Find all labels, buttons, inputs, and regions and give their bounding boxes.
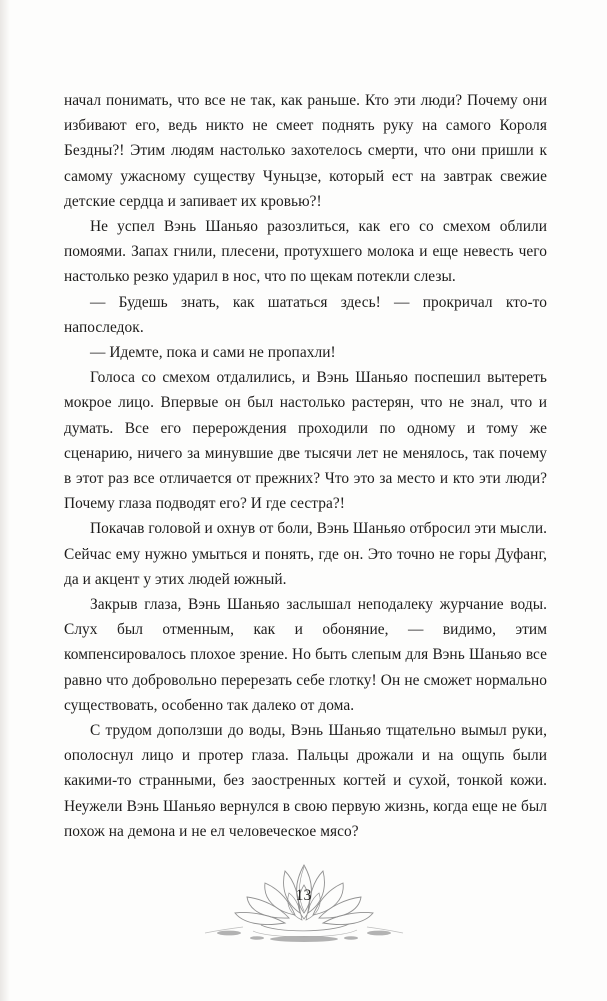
paragraph: Закрыв глаза, Вэнь Шаньяо заслышал неподалеку журчание воды. Слух был отменным, как и обоняние, — видимо, этим компенсировалось плохое зрение. Но быть слепым для Вэнь Шаньяо все равно что добровольно перерезать себе глотку! Он не сможет нормально существовать, особенно так далеко от дома. xyxy=(64,596,547,714)
paragraph: — Идемте, пока и сами не пропахли! xyxy=(90,344,336,362)
page-footer xyxy=(0,853,607,949)
paragraph: С трудом доползши до воды, Вэнь Шаньяо тщательно вымыл руки, ополоснул лицо и протер глаза. Пальцы дрожали и на ощупь были какими-то странными, без заостренных когтей и сухой, тонкой кожи. Неужели Вэнь Шаньяо вернулся в свою первую жизнь, когда еще не был похож на демона и не ел человеческое мясо? xyxy=(64,722,547,840)
paragraph: Не успел Вэнь Шаньяо разозлиться, как его со смехом облили помоями. Запах гнили, плесени, протухшего молока и еще невесть чего настолько резко ударил в нос, что по щекам потекли слезы. xyxy=(64,218,547,286)
lotus-flower-ornament-icon xyxy=(199,853,409,949)
paragraph: — Будешь знать, как шататься здесь! — прокричал кто-то напоследок. xyxy=(64,293,547,336)
page-number: 13 xyxy=(295,887,312,904)
paragraph: начал понимать, что все не так, как раньше. Кто эти люди? Почему они избивают его, ведь никто не смеет поднять руку на самого Короля Бездны?! Этим людям настолько захотелось смерти, что они пришли к самому ужасному существу Чуньцзе, который ест на завтрак свежие детские сердца и запивает их кровью?! xyxy=(64,92,547,210)
page-body xyxy=(64,88,547,844)
paragraph: Покачав головой и охнув от боли, Вэнь Шаньяо отбросил эти мысли. Сейчас ему нужно умыться и понять, где он. Это точно не горы Дуфанг, да и акцент у этих людей южный. xyxy=(64,520,547,588)
paragraph: Голоса со смехом отдалились, и Вэнь Шаньяо поспешил вытереть мокрое лицо. Впервые он был настолько растерян, что не знал, что и думать. Все его перерождения проходили по одному и тому же сценарию, ничего за минувшие две тысячи лет не менялось, так почему в этот раз все отличается от прежних? Что это за место и кто эти люди? Почему глаза подводят его? И где сестра?! xyxy=(64,369,547,513)
